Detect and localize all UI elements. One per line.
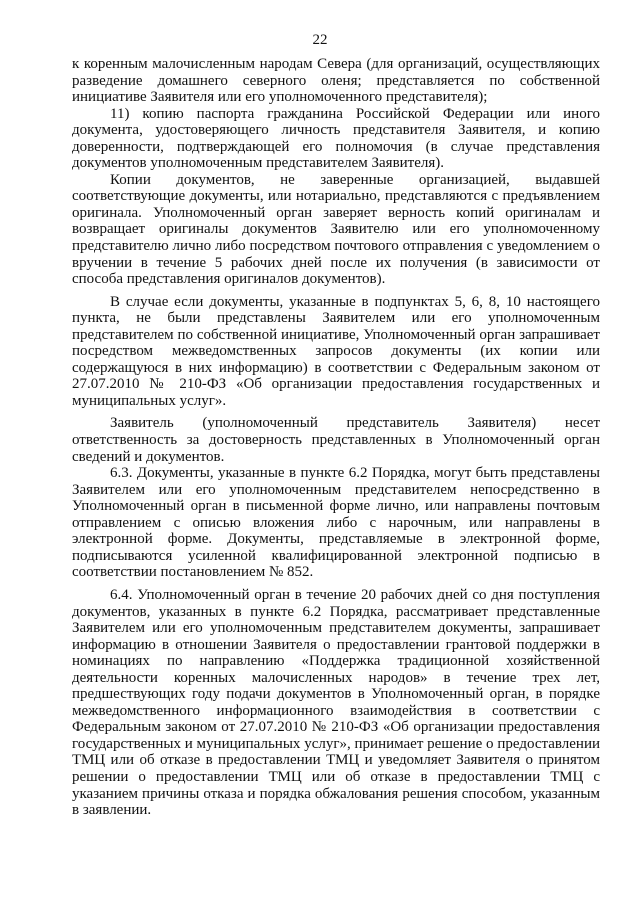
paragraph-applicant-responsibility: Заявитель (уполномоченный представитель Заявителя) несет ответственность за достоверность представленных в Уполномоченный орган сведений и документов. (72, 415, 600, 465)
paragraph-item-11: 11) копию паспорта гражданина Российской Федерации или иного документа, удостоверяющего личность представителя Заявителя, и копию доверенности, подтверждающей его полномочия (в случае представления документов уполномоченным представителем Заявителя). (72, 105, 600, 172)
paragraph-interagency-requests: В случае если документы, указанные в подпунктах 5, 6, 8, 10 настоящего пункта, не были представлены Заявителем или его уполномоченным представителем по собственной инициативе, Уполномоченный орган запрашивает посредством межведомственных запросов документы (их копии или содержащуюся в них информацию) в соответствии с Федеральным законом от 27.07.2010 № 210-ФЗ «Об организации предоставления государственных и муниципальных услуг». (72, 293, 600, 409)
paragraph-6-3: 6.3. Документы, указанные в пункте 6.2 Порядка, могут быть представлены Заявителем или его уполномоченным представителем непосредственно в Уполномоченный орган в письменной форме лично, или направлены почтовым отправлением с описью вложения либо с нарочным, или направлены в электронной форме. Документы, представляемые в электронной форме, подписываются усиленной квалифицированной электронной подписью в соответствии постановлением № 852. (72, 465, 600, 581)
paragraph-copies-certification: Копии документов, не заверенные организацией, выдавшей соответствующие документы, или нотариально, представляются с предъявлением оригинала. Уполномоченный орган заверяет верность копий оригиналам и возвращает оригиналы документов Заявителю или его уполномоченному представителю лично либо посредством почтового отправления с уведомлением о вручении в течение 5 рабочих дней после их получения (в зависимости от способа представления оригиналов документов). (72, 171, 600, 288)
paragraph-continuation: к коренным малочисленным народам Севера (для организаций, осуществляющих разведение домашнего северного оленя; представляется по собственной инициативе Заявителя или его уполномоченного представителя); (72, 56, 600, 106)
document-body (72, 56, 600, 819)
paragraph-6-4: 6.4. Уполномоченный орган в течение 20 рабочих дней со дня поступления документов, указанных в пункте 6.2 Порядка, рассматривает представленные Заявителем или его уполномоченным представителем документы, запрашивает информацию в отношении Заявителя о предоставлении грантовой поддержки в номинациях по направлению «Поддержка традиционной хозяйственной деятельности коренных малочисленных народов» в течение трех лет, предшествующих году подачи документов в Уполномоченный орган, в порядке межведомственного информационного взаимодействия в соответствии с Федеральным законом от 27.07.2010 № 210-ФЗ «Об организации предоставления государственных и муниципальных услуг», принимает решение о предоставлении ТМЦ или об отказе в предоставлении ТМЦ и уведомляет Заявителя о принятом решении о предоставлении ТМЦ или об отказе в предоставлении ТМЦ с указанием причины отказа и порядка обжалования решения способом, указанным в заявлении. (72, 586, 600, 819)
page-number: 22 (312, 32, 328, 48)
